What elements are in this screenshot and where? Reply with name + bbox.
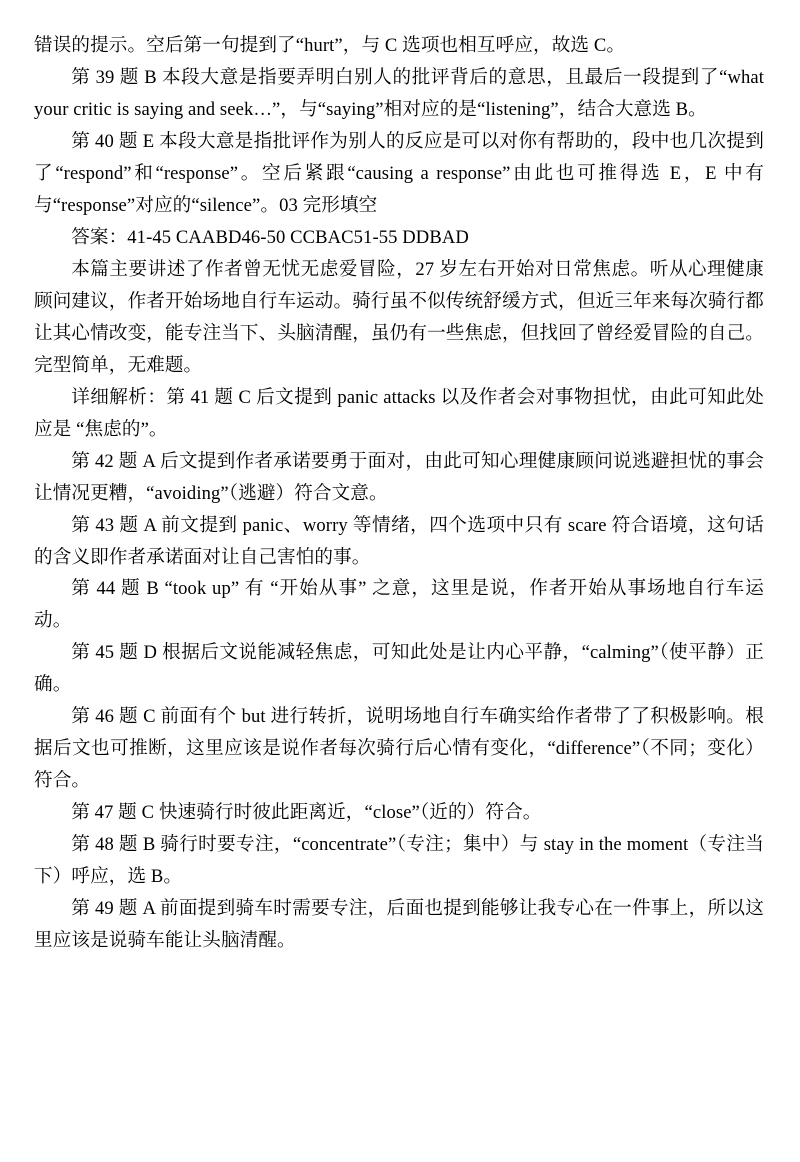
paragraph: 第 49 题 A 前面提到骑车时需要专注，后面也提到能够让我专心在一件事上，所以这里应该是说骑车能让头脑清醒。 (34, 898, 764, 952)
paragraph: 第 44 题 B “took up” 有 “开始从事” 之意，这里是说，作者开始从事场地自行车运动。 (34, 578, 764, 632)
paragraph: 第 45 题 D 根据后文说能减轻焦虑，可知此处是让内心平静，“calming”（使平静）正确。 (34, 642, 764, 696)
paragraph: 第 48 题 B 骑行时要专注，“concentrate”（专注；集中）与 stay in the moment（专注当下）呼应，选 B。 (34, 834, 764, 888)
paragraph: 详细解析：第 41 题 C 后文提到 panic attacks 以及作者会对事物担忧，由此可知此处应是 “焦虑的”。 (34, 386, 764, 440)
paragraph: 第 39 题 B 本段大意是指要弄明白别人的批评背后的意思，且最后一段提到了“what your critic is saying and seek…”，与“saying”相对应的是“listening”，结合大意选 B。 (34, 66, 764, 120)
document-body (34, 30, 764, 957)
paragraph: 第 43 题 A 前文提到 panic、worry 等情绪，四个选项中只有 scare 符合语境，这句话的含义即作者承诺面对让自己害怕的事。 (34, 514, 764, 568)
paragraph: 第 40 题 E 本段大意是指批评作为别人的反应是可以对你有帮助的，段中也几次提到了“respond”和“response”。空后紧跟“causing a response”由此也可推得选 E，E 中有与“response”对应的“silence”。03 完形填空 (34, 130, 764, 216)
paragraph: 第 42 题 A 后文提到作者承诺要勇于面对，由此可知心理健康顾问说逃避担忧的事会让情况更糟，“avoiding”（逃避）符合文意。 (34, 450, 764, 504)
paragraph: 第 46 题 C 前面有个 but 进行转折，说明场地自行车确实给作者带了了积极影响。根据后文也可推断，这里应该是说作者每次骑行后心情有变化，“difference”（不同；变化）符合。 (34, 706, 764, 792)
paragraph: 第 47 题 C 快速骑行时彼此距离近，“close”（近的）符合。 (71, 802, 542, 824)
paragraph-summary: 本篇主要讲述了作者曾无忧无虑爱冒险，27 岁左右开始对日常焦虑。听从心理健康顾问建议，作者开始场地自行车运动。骑行虽不似传统舒缓方式，但近三年来每次骑行都让其心情改变，能专注当下、头脑清醒，虽仍有一些焦虑，但找回了曾经爱冒险的自己。完型简单，无难题。 (34, 258, 764, 376)
paragraph-answers: 答案：41-45 CAABD46-50 CCBAC51-55 DDBAD (71, 226, 469, 248)
paragraph: 错误的提示。空后第一句提到了“hurt”，与 C 选项也相互呼应，故选 C。 (34, 35, 626, 56)
